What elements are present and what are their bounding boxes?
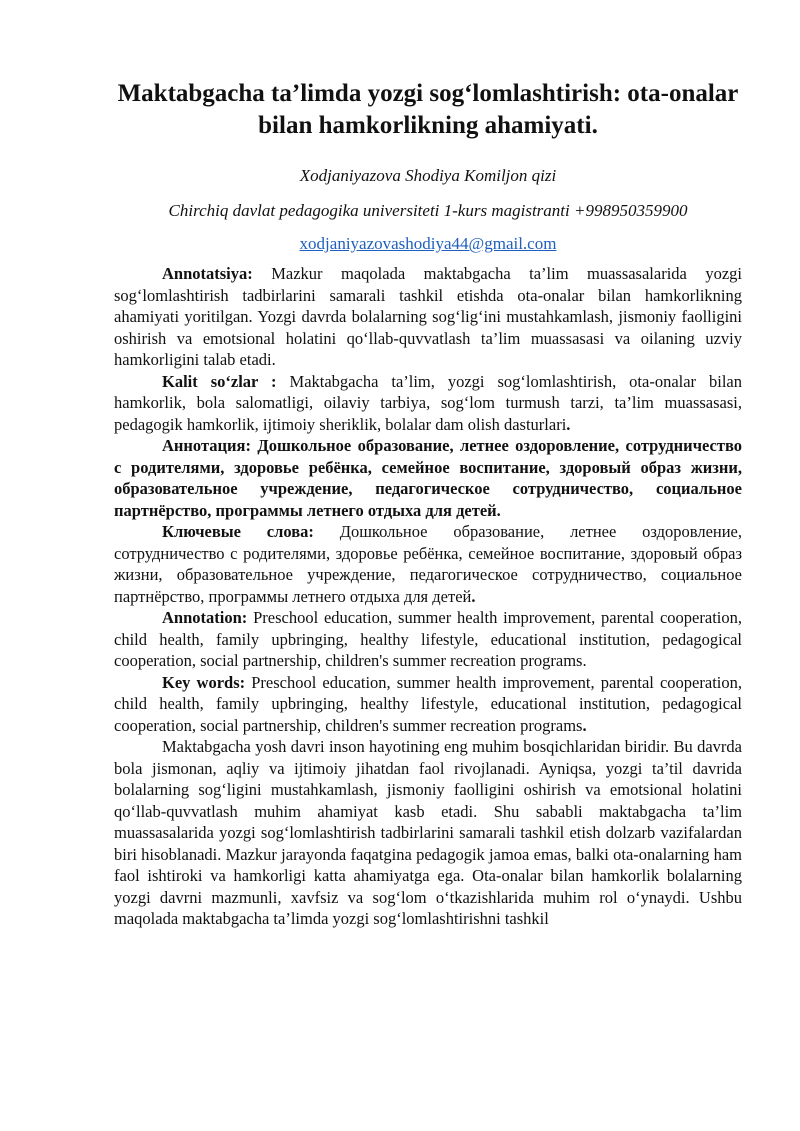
klyuchevye-slova-end: . xyxy=(471,586,476,606)
kalit-sozlar-label: Kalit so‘zlar : xyxy=(162,371,277,391)
annotatsiya-label: Annotatsiya: xyxy=(162,264,253,283)
klyuchevye-slova-text: Дошкольное образование, летнее оздоровление, сотрудничество с родителями, здоровье ребёнка, семейное воспитание, здоровый образ жизни, образовательное учреждение, педагогическое сотрудничество, социальное партнёрство, программы летнего отдыха для детей xyxy=(114,522,743,606)
annotatsiya-text: Mazkur maqolada maktabgacha ta’lim muassasalarida yozgi sog‘lomlashtirish tadbirlarini samarali tashkil etishda ota-onalar bilan hamkorlikning ahamiyati yoritilgan. Yozgi davrda bolalarning sog‘lig‘ini mustahkamlash, jismoniy faolligini oshirish va emotsional holatini qo‘llab-quvvatlash ta’lim muassasasi va oilaning uzviy hamkorligini talab etadi. xyxy=(114,264,742,369)
author-affiliation: Chirchiq davlat pedagogika universiteti 1-kurs magistranti +998950359900 xyxy=(168,201,688,220)
key-words-label: Key words: xyxy=(162,672,246,692)
article-title: Maktabgacha ta’limda yozgi sog‘lomlashtirish: ota-onalar bilan hamkorlikning ahamiyati. xyxy=(117,80,739,139)
annotation-text: Preschool education, summer health improvement, parental cooperation, child health, family upbringing, healthy lifestyle, educational institution, pedagogical cooperation, social partnership, children's summer recreation programs. xyxy=(114,608,742,670)
article-body xyxy=(114,263,742,930)
klyuchevye-slova-paragraph xyxy=(114,521,742,607)
kalit-sozlar-text: Maktabgacha ta’lim, yozgi sog‘lomlashtirish, ota-onalar bilan hamkorlik, bola salomatligi, oilaviy tarbiya, sog‘lom turmush tarzi, ta’lim muassasasi, pedagogik hamkorlik, ijtimoiy sheriklik, bolalar dam olish dasturlari xyxy=(114,371,743,434)
kalit-sozlar-paragraph xyxy=(114,371,742,436)
email-line xyxy=(114,233,742,255)
email-link[interactable]: xodjaniyazovashodiya44@gmail.com xyxy=(299,234,557,253)
author-name: Xodjaniyazova Shodiya Komiljon qizi xyxy=(299,166,557,185)
intro-paragraph: Maktabgacha yosh davri inson hayotining eng muhim bosqichlaridan biridir. Bu davrda bola jismonan, aqliy va ijtimoiy jihatdan faol rivojlanadi. Ayniqsa, yozgi ta’til davrida bolalarning sog‘ligini mustahkamlash, jismoniy faolligini oshirish va emotsional holatini qo‘llab-quvvatlash muhim ahamiyat kasb etadi. Shu sababli maktabgacha ta’lim muassasalarida yozgi sog‘lomlashtirish tadbirlarini samarali tashkil etish dolzarb vazifalardan biri hisoblanadi. Mazkur jarayonda faqatgina pedagogik jamoa emas, balki ota-onalarning ham faol ishtiroki va hamkorligi katta ahamiyatga ega. Ota-onalar bilan hamkorlik bolalarning yozgi davrni mazmunli, xavfsiz va sog‘lom o‘tkazishlarida muhim rol o‘ynaydi. Ushbu maqolada maktabgacha ta’limda yozgi sog‘lomlashtirishni tashkil xyxy=(114,737,742,928)
kalit-sozlar-end: . xyxy=(566,414,571,434)
annotation-label: Annotation: xyxy=(162,608,248,627)
klyuchevye-slova-label: Ключевые слова: xyxy=(162,522,314,541)
key-words-text: Preschool education, summer health improvement, parental cooperation, child health, family upbringing, healthy lifestyle, educational institution, pedagogical cooperation, social partnership, children's summer recreation programs xyxy=(114,672,742,735)
key-words-end: . xyxy=(582,715,587,735)
annotaciya-ru-paragraph: Аннотация: Дошкольное образование, летнее оздоровление, сотрудничество с родителями, здоровье ребёнка, семейное воспитание, здоровый образ жизни, образовательное учреждение, педагогическое сотрудничество, социальное партнёрство, программы летнего отдыха для детей. xyxy=(114,436,742,520)
annotation-paragraph xyxy=(114,607,742,672)
key-words-paragraph xyxy=(114,672,742,737)
annotatsiya-paragraph xyxy=(114,263,742,371)
document-page xyxy=(114,70,742,930)
